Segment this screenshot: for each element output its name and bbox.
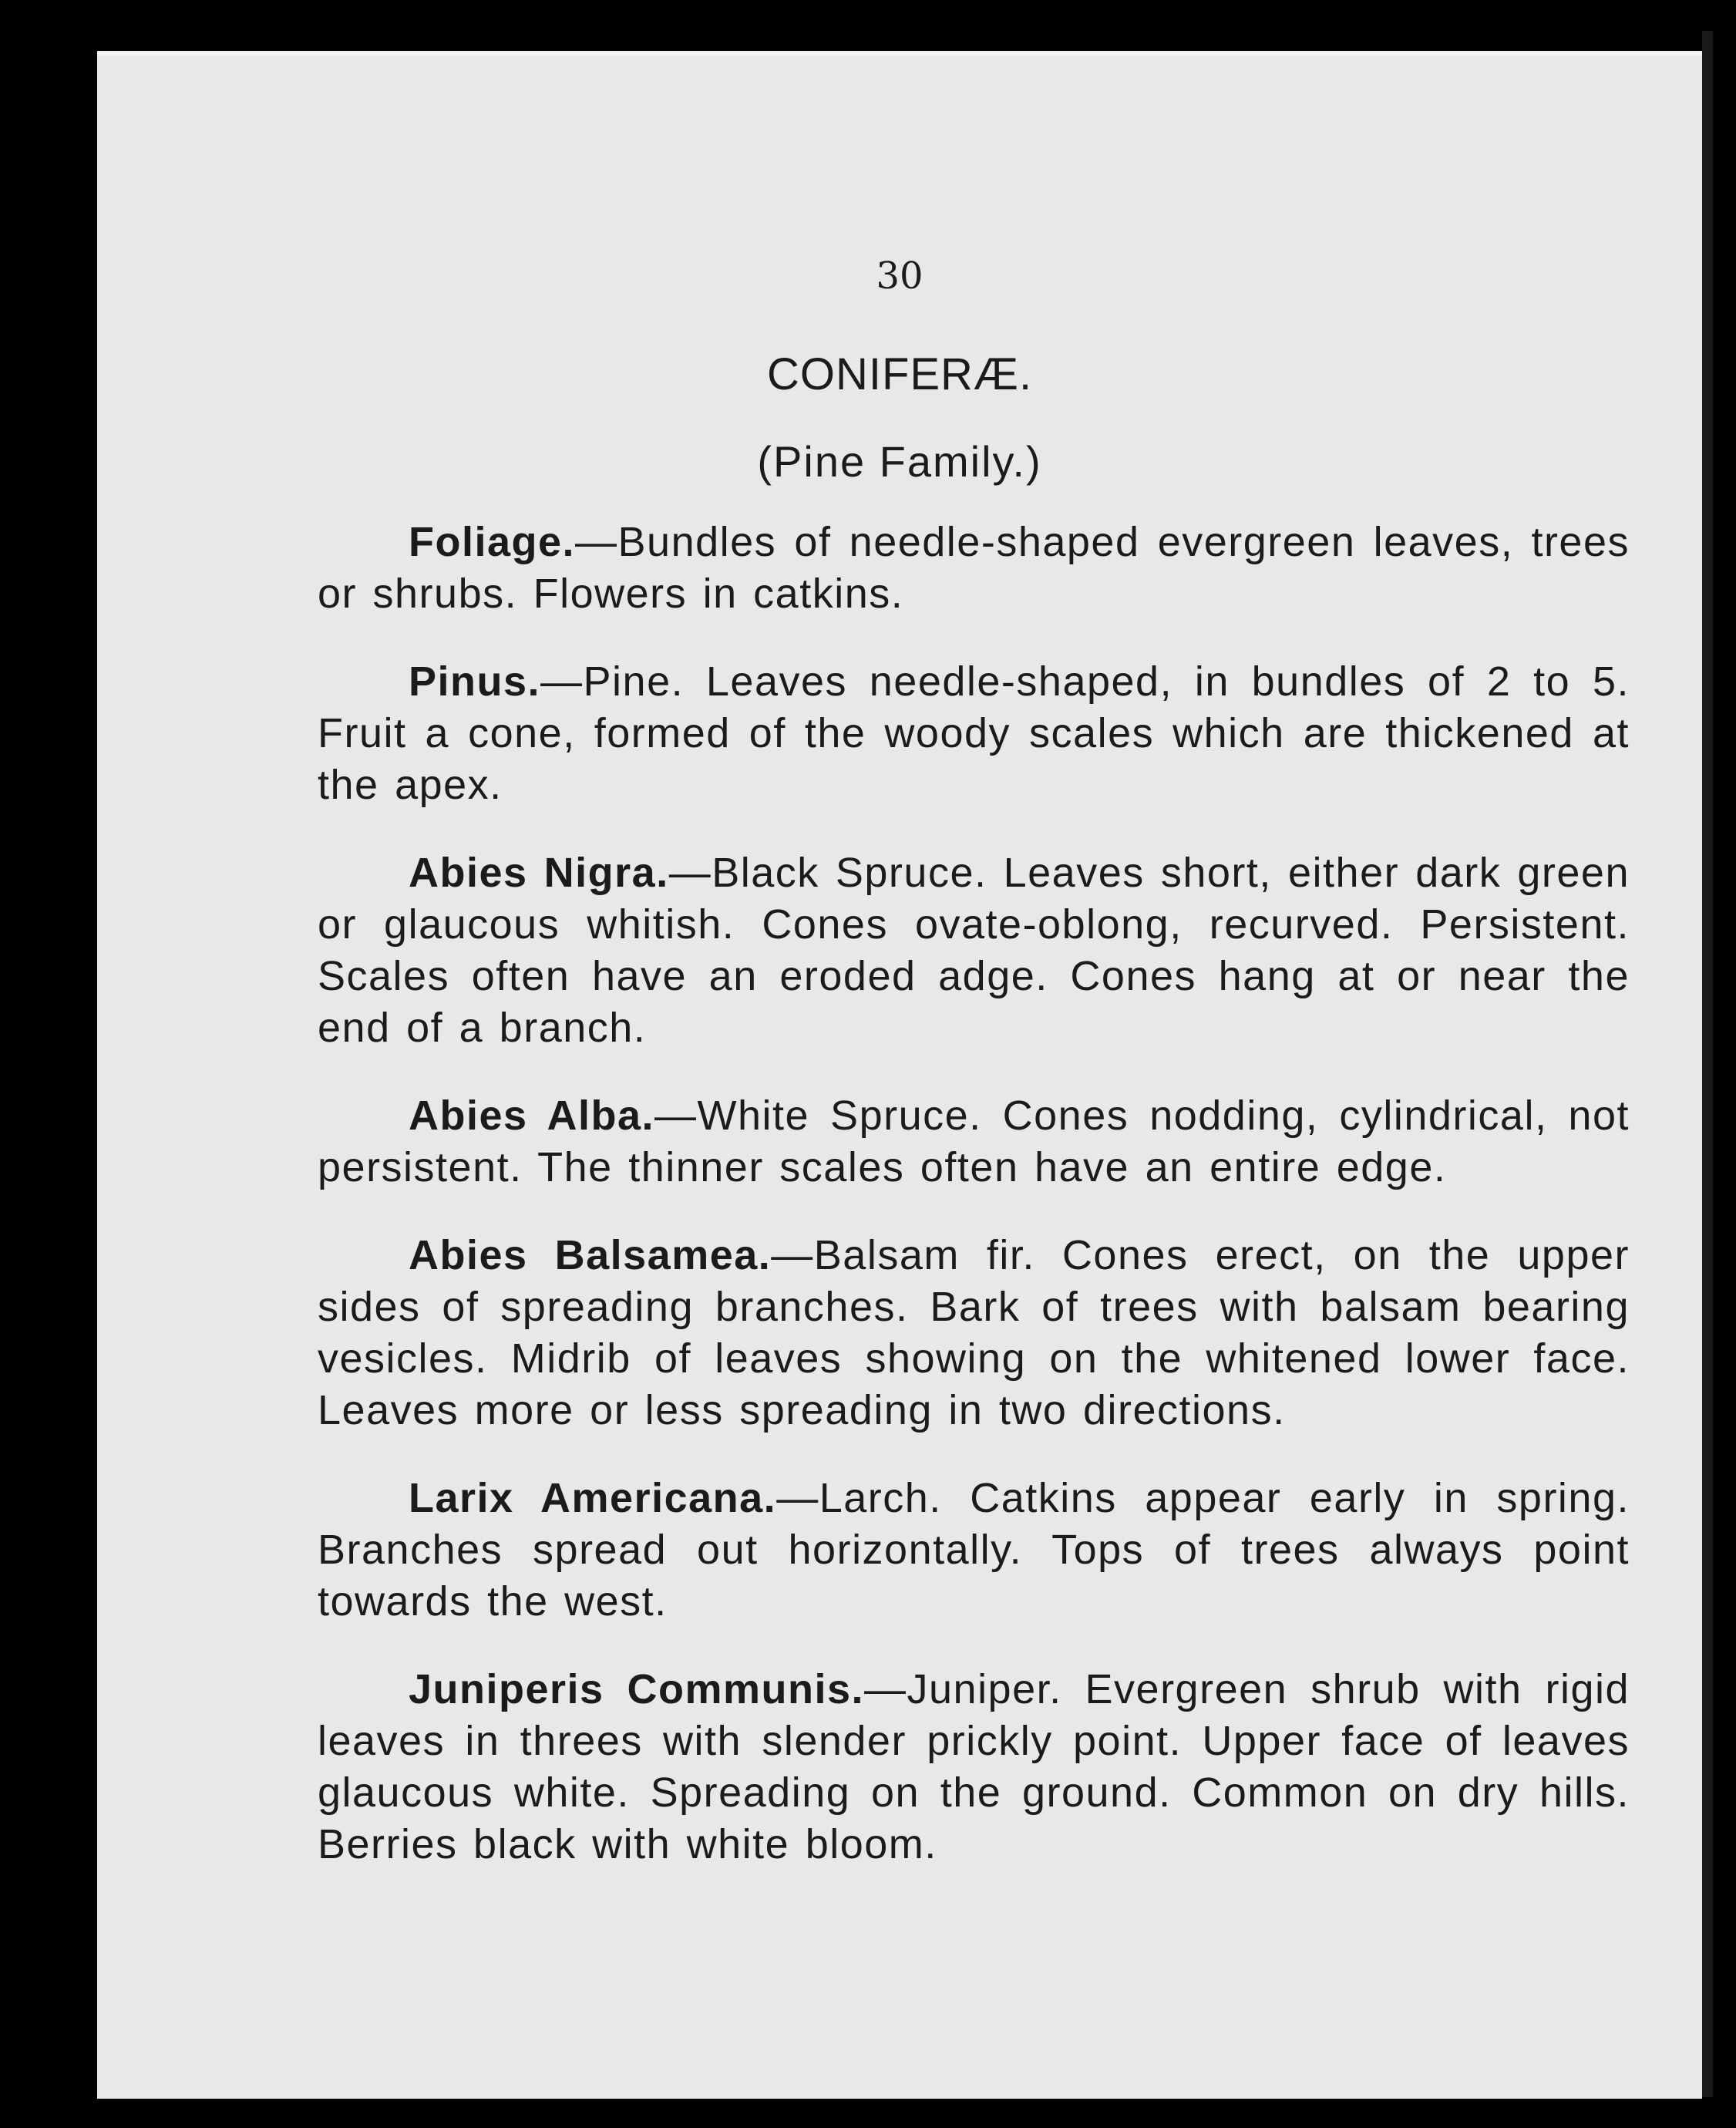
entry-text: —Black Spruce. Leaves short, either dark green or glaucous whitish. Cones ovate-oblong, recurved. Persistent. Scales often have an eroded adge. Cones hang at or near the end of a branch. [318,850,1630,1051]
entry-text: —Larch. Catkins appear early in spring. Branches spread out horizontally. Tops of trees always point towards the west. [318,1475,1630,1625]
page-subtitle: (Pine Family.) [757,437,1042,486]
entries-list [318,517,1630,1907]
entry-foliage [318,517,1630,620]
entry-term: Juniperis Communis. [409,1666,864,1712]
entry-text: —Bundles of needle-shaped evergreen leaves, trees or shrubs. Flowers in catkins. [318,519,1630,617]
entry-term: Abies Nigra. [409,850,669,896]
book-page [97,51,1702,2099]
entry-pinus [318,656,1630,811]
entry-juniperis-communis [318,1664,1630,1870]
entry-term: Larix Americana. [409,1475,777,1521]
entry-term: Pinus. [409,658,541,705]
entry-text: —Pine. Leaves needle-shaped, in bundles of 2 to 5. Fruit a cone, formed of the woody scales which are thickened at the apex. [318,658,1630,808]
entry-larix-americana [318,1473,1630,1628]
entry-abies-nigra [318,847,1630,1054]
entry-text: —Balsam fir. Cones erect, on the upper sides of spreading branches. Bark of trees with balsam bearing vesicles. Midrib of leaves showing on the whitened lower face. Leaves more or less spreading in two directions. [318,1232,1630,1433]
entry-text: —Juniper. Evergreen shrub with rigid leaves in threes with slender prickly point. Upper face of leaves glaucous white. Spreading on the ground. Common on dry hills. Berries black with white bloom. [318,1666,1630,1867]
entry-abies-alba [318,1090,1630,1194]
page-title: CONIFERÆ. [766,349,1033,399]
entry-term: Abies Alba. [409,1093,655,1139]
page-edge-shadow [1702,31,1713,2097]
entry-text: —White Spruce. Cones nodding, cylindrical, not persistent. The thinner scales often have an entire edge. [318,1093,1630,1190]
page-number: 30 [876,254,924,298]
entry-abies-balsamea [318,1230,1630,1436]
entry-term: Foliage. [409,519,576,565]
entry-term: Abies Balsamea. [409,1232,772,1278]
